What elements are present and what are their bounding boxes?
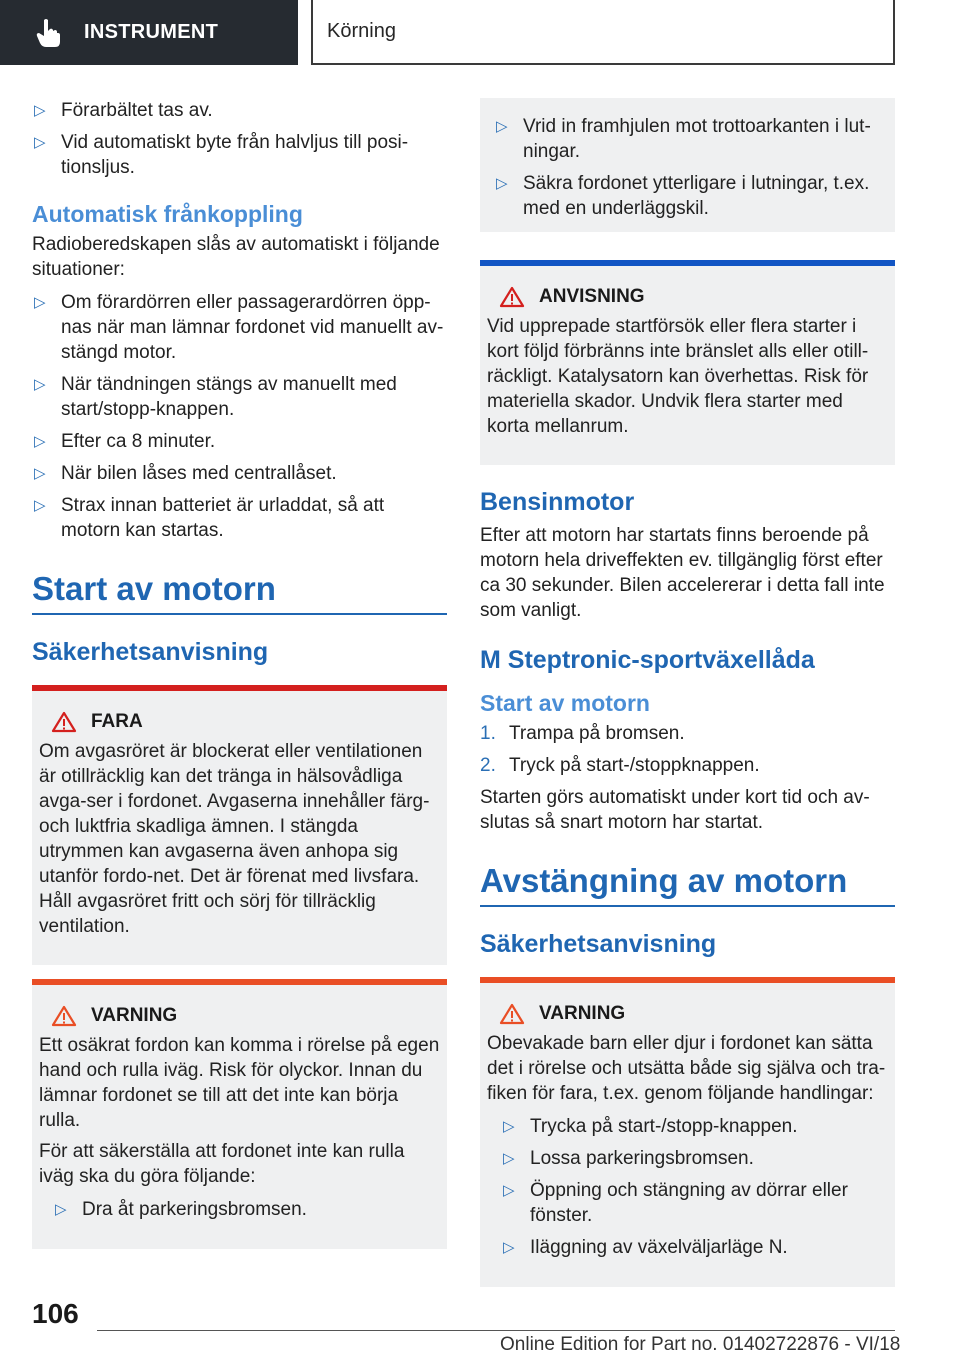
triangle-bullet-icon: ▷ [34, 134, 46, 151]
notice-title: ANVISNING [539, 286, 645, 307]
triangle-bullet-icon: ▷ [55, 1201, 67, 1218]
warning-box [32, 979, 447, 1249]
auto-off-text: Radioberedskapen slås av automatiskt i följande situationer: [32, 234, 440, 280]
triangle-bullet-icon: ▷ [34, 497, 46, 514]
hand-pointer-icon [28, 13, 68, 53]
warning-list [501, 1114, 888, 1260]
chapter-heading-start: Start av motorn [32, 569, 447, 615]
warning-title: VARNING [539, 1003, 626, 1024]
list-item: ▷ Strax innan batteriet är urladdat, så att motorn kan startas. [34, 495, 385, 541]
continuation-list [494, 114, 888, 221]
triangle-bullet-icon: ▷ [503, 1239, 515, 1256]
triangle-bullet-icon: ▷ [503, 1150, 515, 1167]
steptronic-steps [480, 721, 895, 778]
warning-triangle-icon [51, 711, 77, 733]
gasoline-heading: Bensinmotor [480, 488, 635, 516]
steptronic-text: Starten görs automatiskt under kort tid och av-slutas så snart motorn har startat. [480, 787, 870, 833]
header-section-label: INSTRUMENT [84, 21, 219, 43]
warning-list [53, 1197, 440, 1222]
list-item: ▷ Efter ca 8 minuter. [34, 431, 216, 452]
danger-box [32, 685, 447, 965]
danger-title: FARA [91, 711, 143, 732]
triangle-bullet-icon: ▷ [496, 118, 508, 135]
list-item: ▷ Iläggning av växelväljarläge N. [503, 1237, 788, 1258]
triangle-bullet-icon: ▷ [34, 433, 46, 450]
chapter-heading-stop: Avstängning av motorn [480, 861, 895, 907]
notice-text: Vid upprepade startförsök eller flera starter i kort följd förbränns inte bränslet alls eller otill-räckligt. Katalysatorn kan överhettas. Risk för materiella skador. Undvik flera starter med korta mellanrum. [487, 316, 869, 437]
list-item: ▷ Vid automatiskt byte från halvljus till posi-tionsljus. [34, 132, 409, 178]
header-chapter-label: Körning [327, 20, 396, 42]
steptronic-subheading: Start av motorn [480, 690, 650, 716]
warning-triangle-icon [499, 286, 525, 308]
list-item: ▷ Dra åt parkeringsbromsen. [55, 1199, 307, 1220]
list-item: ▷ När tändningen stängs av manuellt med start/stopp-knappen. [34, 374, 397, 420]
steptronic-heading: M Steptronic-sportväxellåda [480, 646, 815, 674]
gasoline-text: Efter att motorn har startats finns beroende på motorn hela driveffekten ev. tillgänglig först efter ca 30 sekunder. Bilen accelererar i detta fall inte som vanligt. [480, 525, 885, 621]
triangle-bullet-icon: ▷ [496, 175, 508, 192]
warning-box [480, 977, 895, 1287]
left-column [32, 98, 447, 1263]
auto-off-list [32, 290, 447, 543]
list-item: ▷ Trycka på start-/stopp-knappen. [503, 1116, 798, 1137]
intro-list [32, 98, 447, 180]
triangle-bullet-icon: ▷ [503, 1182, 515, 1199]
auto-off-heading: Automatisk frånkoppling [32, 201, 303, 227]
safety-heading: Säkerhetsanvisning [32, 638, 269, 666]
triangle-bullet-icon: ▷ [34, 465, 46, 482]
list-item: 2. Tryck på start-/stoppknappen. [480, 755, 760, 776]
safety-heading: Säkerhetsanvisning [480, 930, 717, 958]
list-item: ▷ Vrid in framhjulen mot trottoarkanten i lut-ningar. [496, 116, 871, 162]
warning-triangle-icon [499, 1003, 525, 1025]
warning-text: För att säkerställa att fordonet inte kan rulla iväg ska du göra följande: [39, 1141, 405, 1187]
warning-text: Obevakade barn eller djur i fordonet kan sätta det i rörelse och utsätta både sig själva och tra-fiken för fara, t.ex. genom följande handlingar: [487, 1033, 886, 1104]
triangle-bullet-icon: ▷ [503, 1118, 515, 1135]
warning-text: Ett osäkrat fordon kan komma i rörelse på egen hand och rulla iväg. Risk för olyckor. Innan du lämnar fordonet se till att det inte kan börja rulla. [39, 1035, 440, 1131]
list-item: ▷ Lossa parkeringsbromsen. [503, 1148, 754, 1169]
header-section-tab [0, 0, 298, 65]
danger-text: Om avgasröret är blockerat eller ventilationen är otillräcklig kan det tränga in hälsovådliga avga-ser i fordonet. Avgaserna innehåller färg- och luktfria skadliga ämnen. I stängda utrymmen kan avgaserna även anhopa sig utanför fordo-net. Det är förenat med livsfara. Håll avgasröret fritt och sörj för tillräcklig ventilation. [39, 741, 430, 937]
warning-title: VARNING [91, 1005, 178, 1026]
list-item: ▷ Förarbältet tas av. [34, 100, 213, 121]
header-chapter-tab [311, 0, 895, 65]
notice-box [480, 260, 895, 465]
page-number: 106 [32, 1298, 79, 1329]
triangle-bullet-icon: ▷ [34, 102, 46, 119]
list-item: ▷ Om förardörren eller passagerardörren öpp-nas när man lämnar fordonet vid manuellt av-stängd motor. [34, 292, 444, 363]
triangle-bullet-icon: ▷ [34, 294, 46, 311]
warning-continuation-box [480, 98, 895, 232]
right-column [480, 98, 895, 1301]
footer-divider [97, 1330, 895, 1331]
warning-triangle-icon [51, 1005, 77, 1027]
list-item: ▷ När bilen låses med centrallåset. [34, 463, 337, 484]
list-item: 1. Trampa på bromsen. [480, 723, 685, 744]
footer-edition: Online Edition for Part no. 01402722876 - VI/18 [500, 1334, 901, 1355]
list-item: ▷ Öppning och stängning av dörrar eller fönster. [503, 1180, 848, 1226]
triangle-bullet-icon: ▷ [34, 376, 46, 393]
list-item: ▷ Säkra fordonet ytterligare i lutningar, t.ex. med en underläggskil. [496, 173, 870, 219]
